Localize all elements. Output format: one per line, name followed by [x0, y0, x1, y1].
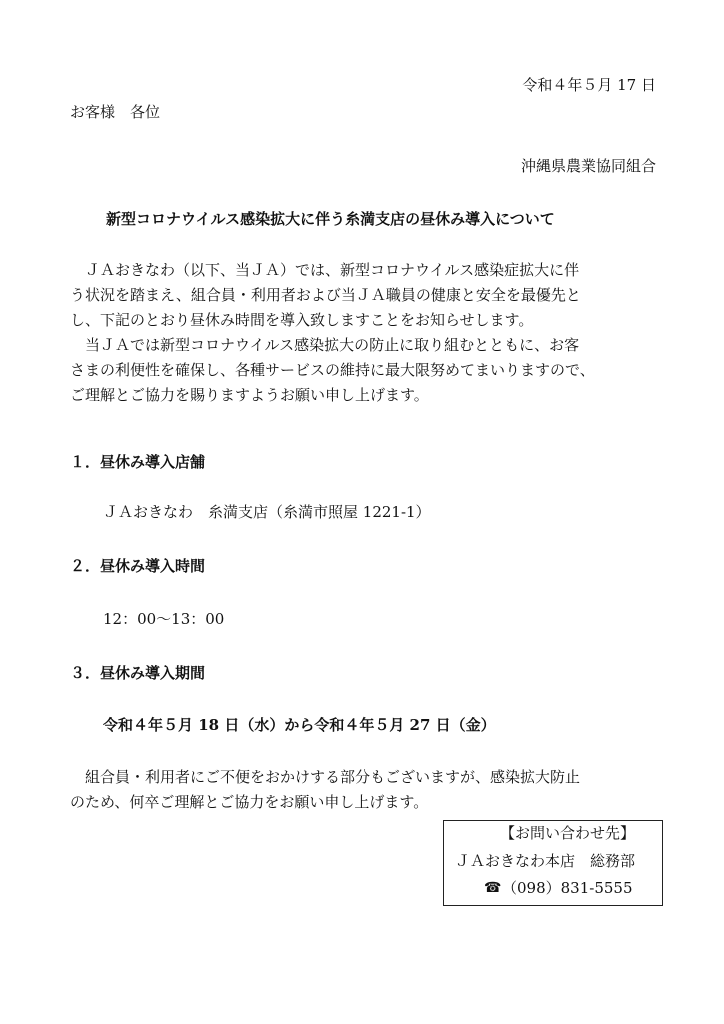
- phone-icon: ☎: [484, 880, 502, 896]
- section-heading-store: １．昼休み導入店舗: [70, 453, 206, 471]
- intro-line: さまの利便性を確保し、各種サービスの維持に最大限努めてまいりますので、: [70, 361, 595, 379]
- intro-line: ご理解とご協力を賜りますようお願い申し上げます。: [70, 386, 429, 404]
- sender-organization: 沖縄県農業協同組合: [520, 157, 656, 175]
- section-heading-time: ２．昼休み導入時間: [70, 557, 206, 575]
- document-date: 令和４年５月 17 日: [522, 76, 656, 94]
- intro-line: ＪＡおきなわ（以下、当ＪＡ）では、新型コロナウイルス感染症拡大に伴: [70, 261, 580, 279]
- section-heading-period: ３．昼休み導入期間: [70, 664, 206, 682]
- closing-line: 組合員・利用者にご不便をおかけする部分もございますが、感染拡大防止: [70, 768, 581, 786]
- contact-phone: （098）831-5555: [502, 879, 633, 897]
- contact-heading: 【お問い合わせ先】: [500, 824, 636, 842]
- addressee: お客様 各位: [70, 103, 161, 121]
- contact-box: [443, 820, 663, 906]
- section-value-time: 12：00～13：00: [103, 610, 225, 628]
- intro-paragraph: [70, 258, 660, 408]
- closing-paragraph: [70, 765, 660, 815]
- intro-line: う状況を踏まえ、組合員・利用者および当ＪＡ職員の健康と安全を最優先と: [70, 286, 581, 304]
- contact-office: ＪＡおきなわ本店 総務部: [455, 852, 636, 870]
- section-value-store: ＪＡおきなわ 糸満支店（糸満市照屋 1221-1）: [103, 503, 431, 521]
- document-title: 新型コロナウイルス感染拡大に伴う糸満支店の昼休み導入について: [106, 210, 555, 228]
- intro-line: 当ＪＡでは新型コロナウイルス感染拡大の防止に取り組むとともに、お客: [70, 336, 580, 354]
- closing-line: のため、何卒ご理解とご協力をお願い申し上げます。: [70, 793, 429, 811]
- intro-line: し、下記のとおり昼休み時間を導入致しますことをお知らせします。: [70, 311, 534, 329]
- section-value-period: 令和４年５月 18 日（水）から令和４年５月 27 日（金）: [103, 716, 496, 734]
